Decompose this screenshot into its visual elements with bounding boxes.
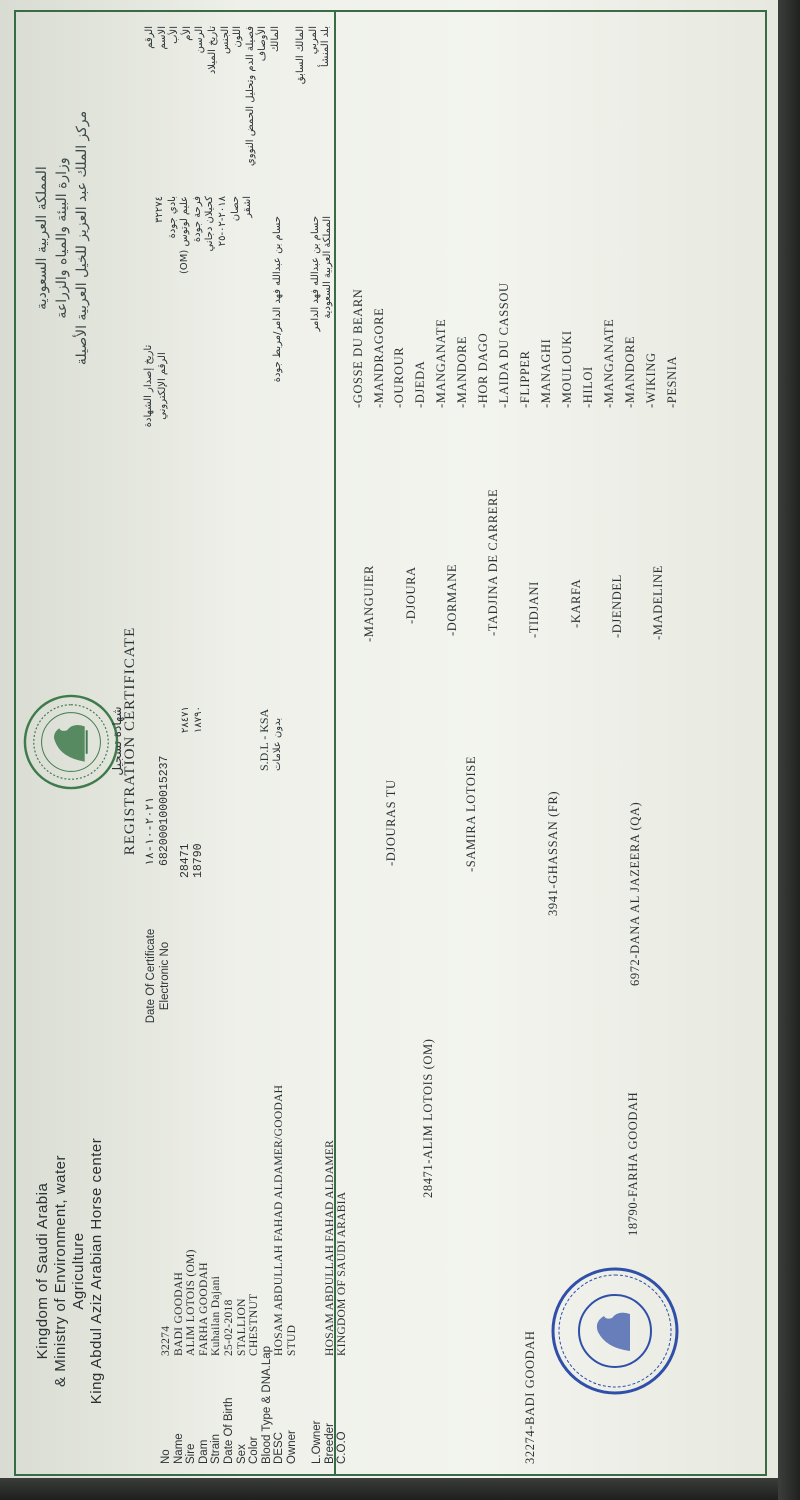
ar-value: عليم لوتوس (OM) [179, 196, 191, 274]
sdl-value: S.D.L - KSA [257, 708, 271, 771]
field-value: KINGDOM OF SAUDI ARABIA [336, 1191, 349, 1356]
arabic-field-labels [144, 26, 333, 176]
pedigree-gen4-name: MANGANATE [434, 318, 448, 404]
pedigree-gen2-name: 3941-GHASSAN (FR) [546, 790, 560, 916]
ar-value: فرحة جودة [191, 196, 203, 243]
arabic-header [32, 28, 92, 448]
pedigree-gen3-name: KARFA [569, 578, 583, 624]
field-label: No [160, 1449, 172, 1464]
field-label: L.Owner [311, 1420, 324, 1464]
arabic-certificate-labels [142, 326, 170, 446]
pedigree-gen4: -WIKING [644, 352, 658, 408]
pedigree-gen4-name: PESNIA [665, 355, 679, 404]
ar-header-line-3: مركز الملك عبد العزيز للخيل العربية الأصيلة [74, 110, 90, 366]
ar-owner-line: حسام بن عبدالله فهد الدامر [309, 216, 321, 332]
pedigree-gen3: -MANGUIER [362, 565, 376, 642]
english-header [34, 1091, 106, 1451]
pedigree-gen3: -DJENDEL [610, 574, 624, 638]
ar-label: الاسم [156, 26, 168, 50]
ar-label: الجنس [219, 26, 231, 55]
field-value: HOSAM ABDULLAH FAHAD ALDAMER/GOODAH [273, 1084, 286, 1356]
ar-label: بلد المنشأ [320, 26, 332, 68]
pedigree-gen2-name: DJOURAS TU [384, 779, 398, 862]
pedigree-gen3: -KARFA [569, 578, 583, 628]
pedigree-gen4-name: MANAGHI [539, 338, 553, 404]
arabic-values [154, 196, 255, 316]
pedigree-gen3-name: DJENDEL [610, 574, 624, 634]
pedigree-gen3-name: DJOURA [404, 566, 418, 620]
electronic-no-label: Electronic No [159, 941, 171, 1011]
pedigree-gen3-name: MANGUIER [362, 565, 376, 638]
ar-value: كحيلان دجاني [204, 196, 216, 252]
pedigree-gen3-name: DORMANE [445, 563, 459, 632]
date-of-certificate-label: Date Of Certificate [145, 928, 157, 1024]
pedigree-gen2: -SAMIRA LOTOISE [464, 755, 478, 872]
ar-header-line-1: المملكة العربية السعودية [34, 166, 50, 310]
registry-stamp-icon [550, 1266, 680, 1396]
pedigree-gen4-name: WIKING [644, 352, 658, 404]
ar-label: الأوصاف [257, 26, 269, 62]
field-value: STALLION [235, 1298, 248, 1356]
field-label: Owner [285, 1430, 298, 1464]
pedigree-gen4-name: MANDORE [623, 335, 637, 404]
ar-value: بادي جودة [166, 196, 178, 239]
pedigree-gen4: -FLIPPER [518, 350, 532, 408]
pedigree-gen4: -GOSSE DU BEARN [351, 288, 365, 408]
header-line-1: Kingdom of Saudi Arabia [34, 1182, 51, 1360]
ar-date-label: تاريخ إصدار الشهادة [143, 344, 154, 428]
pedigree-gen4: -OUROUR [392, 346, 406, 408]
pedigree-gen3: -DORMANE [445, 563, 459, 636]
ar-label: المربي [307, 26, 319, 55]
header-line-4: King Abdul Aziz Arabian Horse center [88, 1137, 105, 1405]
ar-label: الأب [169, 26, 181, 44]
ar-electronic-label: الرقم الإلكتروني [157, 352, 168, 420]
field-value: 25-02-2018 [222, 1299, 235, 1356]
pedigree-gen4: -MANAGHI [539, 338, 553, 408]
pedigree-gen4-name: LAIDA DU CASSOU [497, 282, 511, 404]
pedigree-gen2-name: 6972-DANA AL JAZEERA (QA) [628, 801, 642, 986]
parent-numbers [180, 843, 205, 878]
field-label: Sex [235, 1444, 248, 1464]
field-value: BADI GOODAH [172, 1271, 185, 1356]
electronic-no-value: 6820001000015237 [158, 755, 171, 866]
pedigree-gen4-name: OUROUR [392, 346, 406, 404]
pedigree-gen4: -PESNIA [665, 355, 679, 408]
field-label: Breeder [323, 1423, 336, 1464]
pedigree-gen4-name: MOULOUKI [560, 330, 574, 404]
title-english: REGISTRATION CERTIFICATE [122, 626, 138, 856]
field-value: HOSAM ABDULLAH FAHAD ALDAMER [323, 1139, 336, 1356]
field-label: C.O.O [336, 1431, 349, 1464]
pedigree-gen4-name: MANDRAGORE [372, 307, 386, 404]
field-value: FARHA GOODAH [197, 1262, 210, 1356]
monitor-bezel-right [778, 0, 800, 1500]
pedigree-gen3: -DJOURA [404, 566, 418, 624]
sire-number: 28471 [179, 843, 192, 878]
pedigree-gen3-name: TIDJANI [527, 581, 541, 634]
certificate-values [144, 566, 172, 866]
ar-label: الرسن [194, 26, 206, 54]
pedigree-gen4: -MANGANATE [602, 318, 616, 408]
field-value: Kuhailan Dajani [210, 1275, 223, 1356]
title-arabic: شهادة تسجيل [110, 706, 124, 776]
ar-label: الأم [181, 26, 193, 41]
ar-label: المالك [269, 26, 281, 53]
field-value: CHESTNUT [248, 1293, 261, 1356]
ar-label: فصيلة الدم وتحليل الحمض النووي [244, 26, 256, 167]
field-label: Color [248, 1436, 261, 1464]
ar-value: اشقر [242, 196, 254, 218]
ar-label: الرقم [144, 26, 155, 49]
pedigree-gen3: -TIDJANI [527, 581, 541, 638]
pedigree-gen4-name: HOR DAGO [476, 332, 490, 404]
field-value: STUD [285, 1324, 298, 1356]
field-label: DESC [273, 1432, 286, 1464]
pedigree-gen4-name: MANDORE [455, 335, 469, 404]
pedigree-gen4-name: DJEDA [413, 360, 427, 404]
pedigree-gen4: -HILOI [581, 366, 595, 408]
field-label: Sire [185, 1443, 198, 1464]
dam-number: 18790 [191, 843, 205, 878]
ar-label: تاريخ الميلاد [206, 26, 218, 75]
pedigree-gen4-name: HILOI [581, 366, 595, 404]
pedigree-gen3-name: TADJINA DE CARRERE [486, 488, 500, 632]
certificate-labels [144, 896, 172, 1056]
registration-certificate [14, 8, 769, 1476]
dam-number-ar: ١٨٧٩٠ [192, 706, 204, 733]
pedigree-gen4: -MANDORE [623, 335, 637, 408]
ar-owner-line [297, 216, 310, 576]
ar-value: ٢٠١٨-٠٢-٢٥ [216, 196, 228, 247]
field-label: Dam [197, 1439, 210, 1464]
header-line-3: Agriculture [70, 1232, 87, 1310]
pedigree-sire: 28471-ALIM LOTOIS (OM) [421, 1038, 435, 1198]
ar-label: المالك السابق [295, 26, 307, 85]
pedigree-gen3: -MADELINE [651, 565, 665, 640]
sire-number-ar: ٢٨٤٧١ [180, 706, 191, 733]
ar-header-line-2: وزارة البيئة والمياه والزراعة [54, 157, 70, 319]
pedigree-gen4: -HOR DAGO [476, 332, 490, 408]
sdl-block [258, 709, 284, 771]
header-line-2: & Ministry of Environment, water [52, 1155, 69, 1387]
monitor-bezel-bottom [0, 1478, 800, 1500]
ar-value: حصان [229, 196, 241, 222]
field-value: 32274 [160, 1325, 172, 1356]
pedigree-gen2-name: SAMIRA LOTOISE [464, 755, 478, 868]
pedigree-gen3: -TADJINA DE CARRERE [486, 488, 500, 636]
date-of-certificate-value: ٢٠٢١-١٠-١٨ [144, 796, 157, 866]
field-label: Blood Type & DNA.Lap [260, 1345, 273, 1464]
pedigree-gen4-name: GOSSE DU BEARN [351, 288, 365, 404]
pedigree-gen4-name: MANGANATE [602, 318, 616, 404]
pedigree-gen4: -MOULOUKI [560, 330, 574, 408]
pedigree-gen4-name: FLIPPER [518, 350, 532, 404]
pedigree-gen3-name: MADELINE [651, 565, 665, 636]
horse-center-seal-icon [22, 693, 120, 791]
pedigree-subject: 32274-BADI GOODAH [523, 1330, 537, 1464]
field-label: Date Of Birth [222, 1397, 235, 1464]
field-label: Name [172, 1433, 185, 1464]
pedigree-gen4: -MANDRAGORE [372, 307, 386, 408]
ar-owner-line [285, 216, 298, 576]
field-value: ALIM LOTOIS (OM) [185, 1249, 198, 1356]
pedigree-gen2 [628, 802, 643, 986]
pedigree-gen4: -LAIDA DU CASSOU [497, 282, 511, 408]
sdl-arabic: بدون علامات [272, 717, 283, 771]
field-label: Strain [210, 1433, 223, 1464]
ar-owner-line: حسام بن عبدالله فهد الدامر/مربط جودة [272, 216, 283, 383]
ar-label: اللون [232, 26, 244, 48]
pedigree-gen4: -MANGANATE [434, 318, 448, 408]
pedigree-gen2: -DJOURAS TU [384, 779, 398, 866]
ar-owner-line: المملكة العربية السعودية [322, 216, 334, 319]
pedigree-gen4: -MANDORE [455, 335, 469, 408]
ar-label [283, 26, 296, 176]
arabic-parent-numbers [180, 706, 205, 733]
arabic-owner-block [272, 216, 335, 576]
pedigree-dam: 18790-FARHA GOODAH [626, 1091, 640, 1236]
pedigree-gen4: -DJEDA [413, 360, 427, 408]
pedigree-gen2 [546, 791, 561, 916]
ar-value: ٣٢٢٧٤ [154, 196, 165, 223]
